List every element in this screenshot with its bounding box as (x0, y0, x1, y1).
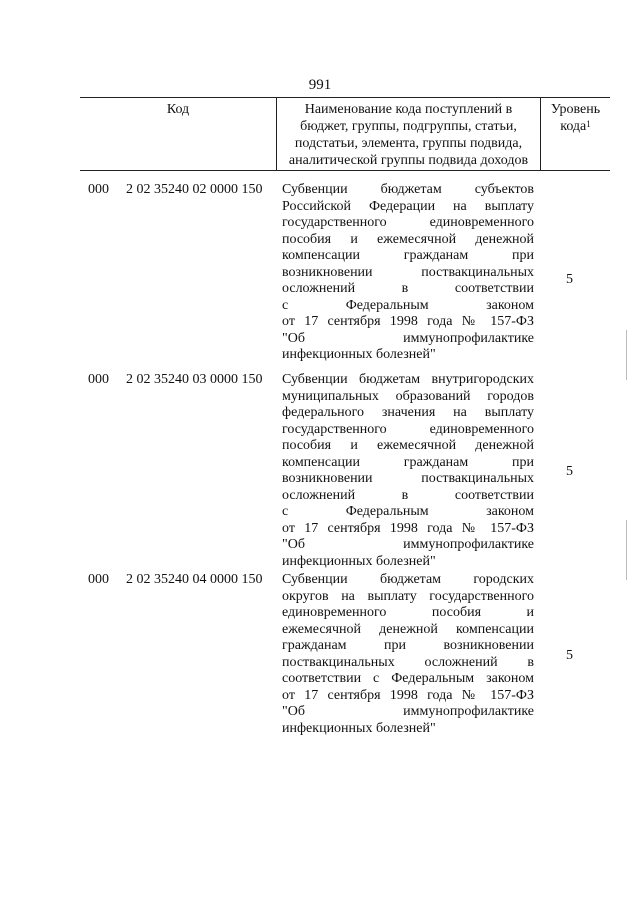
row-prefix: 000 (88, 372, 109, 387)
table-row (80, 182, 610, 366)
description-line: государственного единовременного (282, 215, 534, 230)
description-line: государственного единовременного (282, 421, 534, 437)
row-level: 5 (566, 464, 573, 479)
row-level: 5 (566, 648, 573, 663)
description-line: пособия и ежемесячной денежной (282, 438, 534, 453)
row-description (282, 372, 534, 570)
description-line: поствакцинальных осложнений в (282, 654, 534, 670)
description-line: осложнений в соответствии (282, 487, 534, 503)
row-code: 2 02 35240 04 0000 150 (126, 572, 263, 587)
header-name-line: бюджет, группы, подгруппы, статьи, (300, 119, 517, 134)
description-line: возникновении поствакцинальных (282, 264, 534, 280)
description-line: муниципальных образований городов (282, 388, 534, 404)
description-line: пособия и ежемесячной денежной (282, 231, 534, 247)
header-level-line: Уровень (550, 102, 601, 117)
description-line: соответствии с Федеральным законом (282, 671, 534, 686)
row-description (282, 182, 534, 364)
footnote-marker: 1 (586, 119, 591, 129)
table-row (80, 372, 610, 572)
description-line: осложнений в соответствии (282, 281, 534, 296)
description-line: единовременного пособия и (282, 605, 534, 620)
description-line: инфекционных болезней" (282, 347, 436, 362)
header-level (540, 98, 610, 170)
description-line: "Об иммунопрофилактике (282, 330, 534, 346)
description-line: гражданам при возникновении (282, 638, 534, 653)
row-code: 2 02 35240 03 0000 150 (126, 372, 263, 387)
header-code: Код (166, 102, 190, 117)
description-line: Субвенции бюджетам внутригородских (282, 372, 534, 387)
description-line: от 17 сентября 1998 года № 157-ФЗ (282, 520, 534, 536)
description-line: федерального значения на выплату (282, 405, 534, 420)
description-line: инфекционных болезней" (282, 720, 436, 736)
header-name-line: подстатьи, элемента, группы подвида, (294, 136, 523, 151)
description-line: инфекционных болезней" (282, 553, 436, 569)
description-line: возникновении поствакцинальных (282, 471, 534, 486)
header-level-line (541, 118, 610, 135)
row-prefix: 000 (88, 572, 109, 587)
header-level-word: кода (560, 119, 587, 134)
header-name (276, 98, 540, 170)
table-header (80, 97, 610, 171)
description-line: "Об иммунопрофилактике (282, 704, 534, 719)
row-level: 5 (566, 272, 573, 287)
row-code: 2 02 35240 02 0000 150 (126, 182, 263, 197)
description-line: с Федеральным законом (282, 297, 534, 313)
description-line: с Федеральным законом (282, 504, 534, 519)
description-line: "Об иммунопрофилактике (282, 537, 534, 552)
scan-edge-mark (626, 520, 627, 580)
description-line: Субвенции бюджетам субъектов (282, 182, 534, 197)
description-line: Субвенции бюджетам городских (282, 572, 534, 587)
scan-edge-mark (626, 330, 627, 380)
description-line: округов на выплату государственного (282, 588, 534, 604)
row-description (282, 572, 534, 737)
description-line: Российской Федерации на выплату (282, 198, 534, 214)
description-line: от 17 сентября 1998 года № 157-ФЗ (282, 314, 534, 329)
description-line: компенсации гражданам при (282, 454, 534, 470)
description-line: компенсации гражданам при (282, 248, 534, 263)
description-line: ежемесячной денежной компенсации (282, 621, 534, 637)
row-prefix: 000 (88, 182, 109, 197)
header-name-line: аналитической группы подвида доходов (288, 153, 529, 168)
description-line: от 17 сентября 1998 года № 157-ФЗ (282, 687, 534, 703)
table-row (80, 572, 610, 742)
page-number: 991 (308, 77, 332, 93)
header-name-line: Наименование кода поступлений в (304, 102, 513, 117)
